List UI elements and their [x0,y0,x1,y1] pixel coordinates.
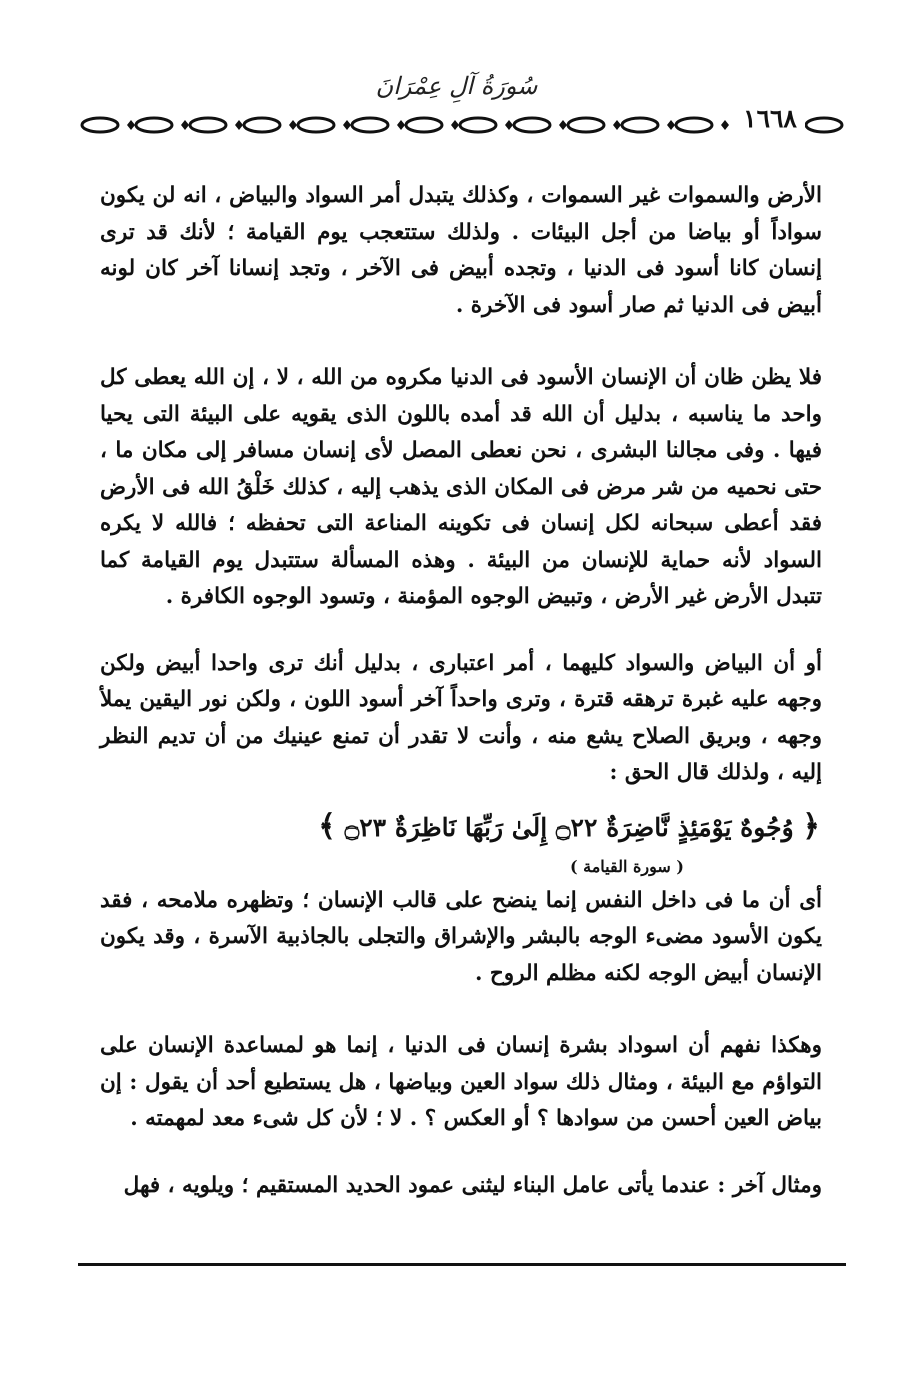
paragraph-2: فلا يظن ظان أن الإنسان الأسود فى الدنيا مكروه من الله ، لا ، إن الله يعطى كل واحد ما يناسبه ، بدليل أن الله قد أمده باللون الذى يقويه على البيئة التى يحيا فيها . وفى مجالنا البشرى ، نحن نعطى المصل لأى إنسان مسافر إلى مكان ما ، حتى نحميه من شر مرض فى المكان الذى يذهب إليه ، كذلك خَلْقُ الله فى الأرض فقد أعطى سبحانه لكل إنسان فى تكوينه المناعة التى تحفظه ؛ فالله لا يكره السواد لأنه حماية للإنسان من البيئة . وهذه المسألة ستتبدل يوم القيامة كما تتبدل الأرض غير الأرض ، وتبيض الوجوه المؤمنة ، وتسود الوجوه الكافرة . [100,365,822,609]
paragraph-5: وهكذا نفهم أن اسوداد بشرة إنسان فى الدنيا ، إنما هو لمساعدة الإنسان على التواؤم مع البيئة ، ومثال ذلك سواد العين وبياضها ، هل يستطيع أحد أن يقول : إن بياض العين أحسن من سوادها ؟ أو العكس ؟ . لا ؛ لأن كل شىء معد لمهمته . [100,1033,822,1131]
page-body [100,178,822,1204]
verse-open-bracket: ﴿ [802,808,820,844]
verse-part-1: وُجُوهٌ يَوْمَئِذٍ نَّاضِرَةٌ [606,812,794,842]
verse-close-bracket: ﴾ [318,808,336,844]
ayah-marker-22: ۝٢٢ [555,812,598,842]
paragraph-3: أو أن البياض والسواد كليهما ، أمر اعتبارى ، بدليل أنك ترى واحدا أبيض ولكن وجهه عليه غبرة ترهقه قترة ، وترى واحداً آخر أسود اللون ، ولكن نور اليقين يملأ وجهه ، وبريق الصلاح يشع منه ، وأنت لا تقدر أن تمنع عينيك من أن تديم النظر إليه ، ولذلك قال الحق : [100,650,822,785]
page-number: ١٦٦٨ [735,104,805,133]
ayah-marker-23: ۝٢٣ [344,812,387,842]
verse-source: ( سورة القيامة ) [570,856,684,876]
paragraph-1: الأرض والسموات غير السموات ، وكذلك يتبدل أمر السواد والبياض ، انه لن يكون سواداً أو بياضا من أجل البيئات . ولذلك ستتعجب يوم القيامة ؛ لأنك قد ترى إنسان كانا أسود فى الدنيا ، وتجده أبيض فى الآخر ، وتجد إنسانا آخر كان لونه أبيض فى الدنيا ثم صار أسود فى الآخرة . [100,183,822,318]
surah-title: سُورَةُ آلِ عِمْرَانَ [375,72,538,100]
paragraph-6: ومثال آخر : عندما يأتى عامل البناء ليثنى عمود الحديد المستقيم ؛ ويلويه ، فهل [123,1172,822,1198]
quran-verse [100,806,820,849]
bottom-rule [78,1263,846,1266]
verse-part-2: إِلَىٰ رَبِّهَا نَاظِرَةٌ [394,812,548,842]
ornament-border [78,108,846,142]
paragraph-4: أى أن ما فى داخل النفس إنما ينضح على قالب الإنسان ؛ وتظهره ملامحه ، فقد يكون الأسود مضىء الوجه بالبشر والإشراق والتجلى بالجاذبية الآسرة ، وقد يكون الإنسان أبيض الوجه لكنه مظلم الروح . [100,887,822,986]
